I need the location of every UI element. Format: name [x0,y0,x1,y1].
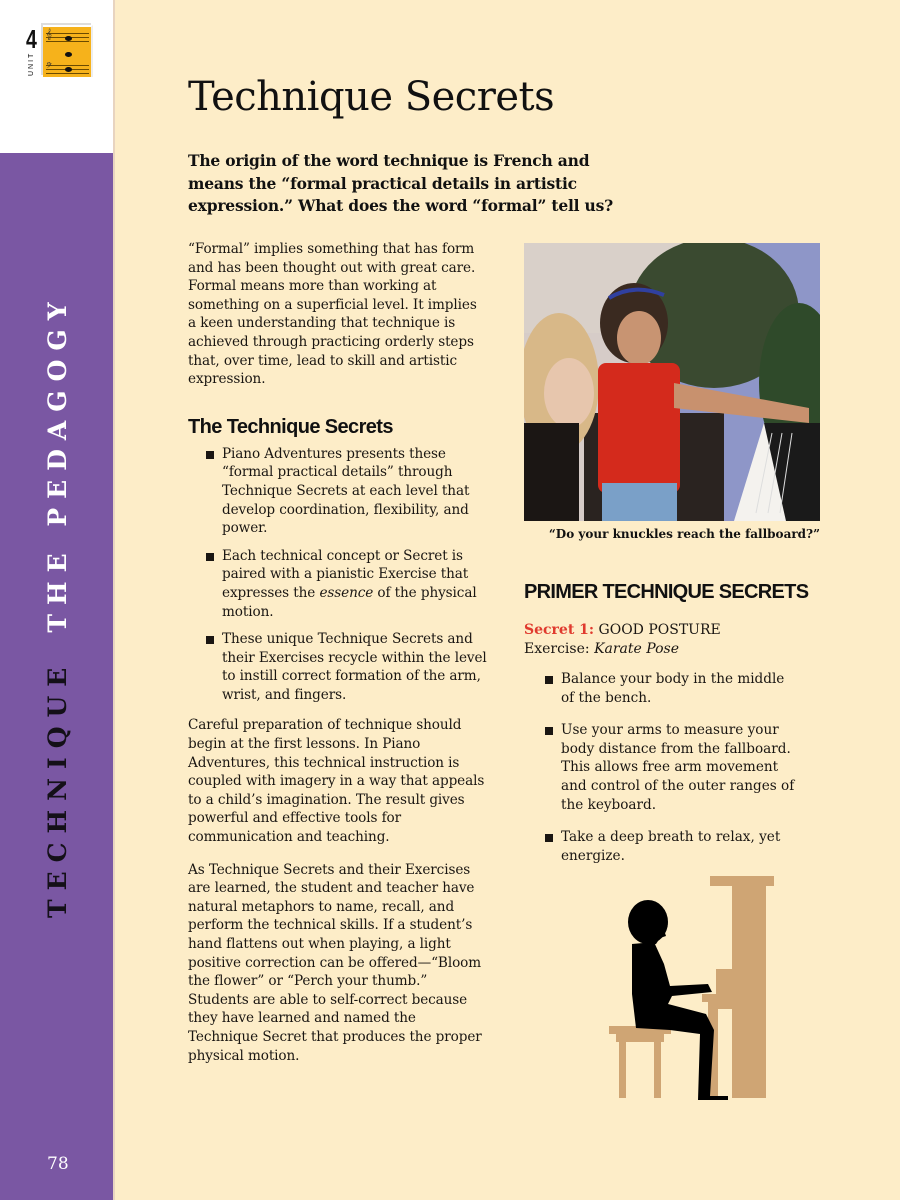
photo-caption: “Do your knuckles reach the fallboard?” [548,527,820,541]
sidebar-divider [113,0,115,1200]
music-staff-icon: 𝄞 𝄢 [43,25,93,77]
paragraph-formal: “Formal” implies something that has form and has been thought out with great care. Formal means more than working at something on a superficial level. It implies a keen understanding that technique is achieved through practicing orderly steps that, over time, lead to skill and artistic expression. [188,241,477,388]
section-title-pedagogy: THE PEDAGOGY [43,293,72,633]
list-item: Piano Adventures presents these “formal practical details” through Technique Secrets at each level that develop coordination, flexibility, and power. [206,445,488,538]
sidebar-header [0,0,113,153]
lesson-photo [524,243,820,521]
unit-number: 4 [26,24,37,54]
vertical-section-title [38,293,78,918]
child-at-piano-silhouette-icon [606,874,776,1102]
page-title: Technique Secrets [188,74,555,120]
primer-heading: PRIMER TECHNIQUE SECRETS [524,581,809,603]
section-heading: The Technique Secrets [188,415,393,438]
list-item: These unique Technique Secrets and their Exercises recycle within the level to instill correct formation of the arm, wrist, and fingers. [206,630,488,704]
exercise-title [524,640,679,659]
intro-question: The origin of the word technique is French and means the “formal practical details in artistic expression.” What does the word “formal” tell us? [188,151,614,215]
paragraph-preparation: Careful preparation of technique should begin at the first lessons. In Piano Adventures, this technical instruction is coupled with imagery in a way that appeals to a child’s imagination. The result gives powerful and effective tools for communication and teaching. [188,717,485,846]
list-item: Take a deep breath to relax, yet energize. [545,828,800,865]
list-item: Balance your body in the middle of the bench. [545,670,800,707]
section-title-technique: TECHNIQUE [43,658,72,918]
unit-badge [26,22,94,80]
posture-list [545,670,800,879]
secret-label: Secret 1: [524,622,595,638]
page-number: 78 [47,1154,69,1174]
list-item: Each technical concept or Secret is paired with a pianistic Exercise that expresses the essence of the physical motion. [206,547,488,621]
secret-name: GOOD POSTURE [598,622,721,638]
exercise-name: Karate Pose [594,641,680,657]
unit-label: UNIT [28,51,35,76]
left-column [188,240,488,1079]
paragraph-metaphors: As Technique Secrets and their Exercises are learned, the student and teacher have natural metaphors to name, recall, and perform the technical skills. If a student’s hand flattens out when playing, a light positive correction can be offered—“Bloom the flower” or “Perch your thumb.” Students are able to self-correct because they have learned and named the Technique Secret that produces the proper physical motion. [188,861,482,1064]
exercise-label: Exercise: [524,641,590,657]
technique-secrets-list [188,445,488,705]
list-item: Use your arms to measure your body distance from the fallboard. This allows free arm movement and control of the outer ranges of the keyboard. [545,721,800,814]
secret-title [524,621,721,640]
